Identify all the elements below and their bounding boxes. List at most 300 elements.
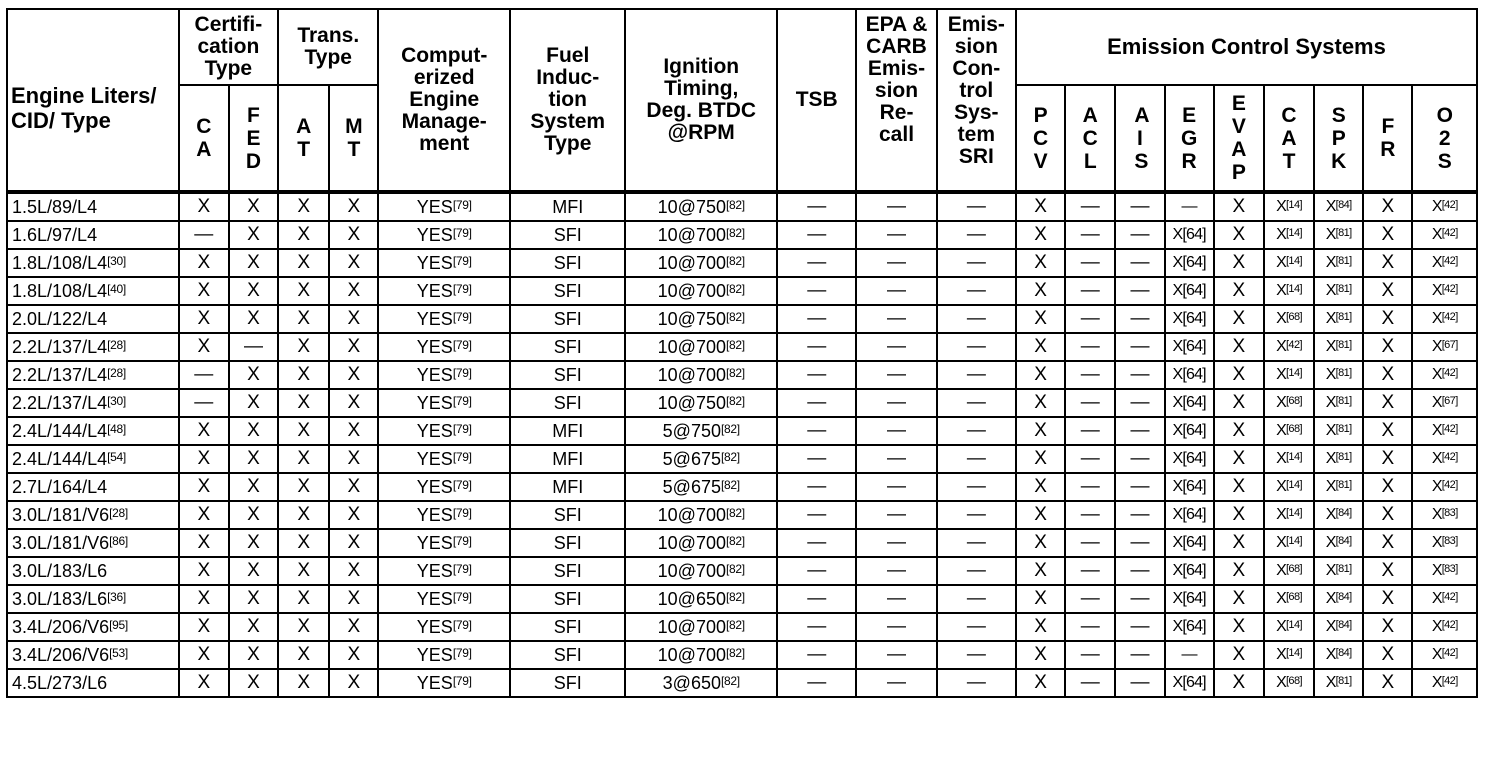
cell-fed xyxy=(229,333,278,361)
cell-value: SFI xyxy=(553,364,582,385)
cell-value: X xyxy=(297,588,310,609)
cell-mt xyxy=(329,669,378,697)
cell-value: X xyxy=(1431,282,1442,299)
engine-footnote: [30] xyxy=(107,253,126,268)
cell-value: 10@750 xyxy=(657,308,726,329)
cell-engine-management xyxy=(378,221,510,249)
cell-value: X xyxy=(247,224,260,245)
cell-value: X xyxy=(1431,450,1442,467)
cell-value: X xyxy=(347,532,361,553)
cell-at xyxy=(278,417,329,445)
cell-at xyxy=(278,389,329,417)
cell-value: — xyxy=(1130,532,1150,553)
cell-value: X xyxy=(1325,338,1336,355)
cell-ca xyxy=(179,669,229,697)
cell-footnote: [42] xyxy=(1441,675,1458,687)
cell-ca xyxy=(179,641,229,669)
cell-value: X xyxy=(1381,588,1395,609)
cell-footnote: [84] xyxy=(1335,647,1352,659)
cell-footnote: [14] xyxy=(1285,255,1302,267)
cell-value: X xyxy=(1381,420,1395,441)
cell-spk xyxy=(1314,529,1363,557)
table-row xyxy=(7,277,1477,305)
cell-fuel-induction xyxy=(510,501,625,529)
cell-engine xyxy=(7,221,179,249)
cell-value: YES xyxy=(416,252,453,273)
cell-footnote: [79] xyxy=(452,197,472,212)
cell-footnote: [82] xyxy=(725,225,745,240)
cell-mt xyxy=(329,417,378,445)
col-header-spk: S P K xyxy=(1314,85,1363,192)
cell-value: — xyxy=(1130,252,1150,273)
cell-footnote: [14] xyxy=(1285,535,1302,547)
cell-evap xyxy=(1214,277,1264,305)
cell-value: X xyxy=(1325,254,1336,271)
cell-evap xyxy=(1214,221,1264,249)
engine-label: 3.0L/181/V6 xyxy=(12,504,110,525)
cell-pcv xyxy=(1016,669,1065,697)
cell-value: YES xyxy=(416,588,453,609)
table-row xyxy=(7,445,1477,473)
cell-footnote: [82] xyxy=(720,673,740,688)
cell-footnote: [42] xyxy=(1441,423,1458,435)
cell-ca xyxy=(179,557,229,585)
cell-evap xyxy=(1214,445,1264,473)
cell-value: X xyxy=(1232,280,1246,301)
cell-footnote: [84] xyxy=(1335,199,1352,211)
cell-value: X xyxy=(347,336,361,357)
cell-cat xyxy=(1264,249,1314,277)
cell-fr xyxy=(1363,305,1412,333)
cell-footnote: [79] xyxy=(452,505,472,520)
cell-value: — xyxy=(807,588,827,609)
cell-pcv xyxy=(1016,641,1065,669)
cell-o2s xyxy=(1412,305,1477,333)
cell-o2s xyxy=(1412,641,1477,669)
cell-o2s xyxy=(1412,249,1477,277)
cell-value: X xyxy=(1034,532,1047,553)
cell-pcv xyxy=(1016,529,1065,557)
cell-footnote: [83] xyxy=(1441,563,1458,575)
cell-acl xyxy=(1065,669,1115,697)
cell-engine-management xyxy=(378,417,510,445)
cell-footnote: [42] xyxy=(1441,591,1458,603)
cell-ais xyxy=(1115,473,1164,501)
cell-emission-sri xyxy=(937,641,1016,669)
cell-fed xyxy=(229,361,278,389)
cell-value: X xyxy=(247,420,260,441)
cell-value: — xyxy=(1130,588,1150,609)
cell-value: X xyxy=(347,672,361,693)
table-body xyxy=(7,192,1477,697)
cell-ais xyxy=(1115,529,1164,557)
cell-footnote: [79] xyxy=(452,281,472,296)
cell-epa-recall xyxy=(856,445,936,473)
cell-footnote: [68] xyxy=(1285,423,1302,435)
cell-value: YES xyxy=(416,364,453,385)
cell-fed xyxy=(229,305,278,333)
table-row xyxy=(7,613,1477,641)
cell-value: — xyxy=(887,476,907,497)
cell-at xyxy=(278,669,329,697)
engine-footnote: [48] xyxy=(107,421,126,436)
cell-ignition-timing xyxy=(625,389,777,417)
cell-ignition-timing xyxy=(625,613,777,641)
cell-value: — xyxy=(807,448,827,469)
cell-pcv xyxy=(1016,333,1065,361)
cell-value: — xyxy=(807,476,827,497)
cell-value: X xyxy=(1034,364,1047,385)
cell-value: — xyxy=(807,672,827,693)
cell-value: X[64] xyxy=(1172,282,1206,299)
cell-footnote: [14] xyxy=(1285,367,1302,379)
cell-epa-recall xyxy=(856,417,936,445)
cell-engine-management xyxy=(378,585,510,613)
cell-value: X xyxy=(1034,280,1047,301)
cell-value: X xyxy=(1232,420,1246,441)
cell-ca xyxy=(179,249,229,277)
cell-fuel-induction xyxy=(510,249,625,277)
cell-value: X xyxy=(247,616,260,637)
col-header-fr: F R xyxy=(1363,85,1412,192)
cell-mt xyxy=(329,192,378,221)
cell-footnote: [79] xyxy=(452,533,472,548)
cell-value: X xyxy=(1381,308,1395,329)
cell-value: X xyxy=(1431,562,1442,579)
cell-value: X xyxy=(197,672,211,693)
cell-value: X xyxy=(247,280,260,301)
col-header-tsb: TSB xyxy=(777,9,856,192)
cell-pcv xyxy=(1016,192,1065,221)
cell-value: X xyxy=(1381,252,1395,273)
cell-o2s xyxy=(1412,192,1477,221)
cell-ais xyxy=(1115,557,1164,585)
cell-spk xyxy=(1314,221,1363,249)
cell-emission-sri xyxy=(937,445,1016,473)
cell-value: X xyxy=(1325,366,1336,383)
cell-fuel-induction xyxy=(510,192,625,221)
cell-value: — xyxy=(966,672,986,693)
table-row xyxy=(7,473,1477,501)
cell-ais xyxy=(1115,389,1164,417)
cell-value: X xyxy=(197,252,211,273)
cell-value: X xyxy=(1325,226,1336,243)
cell-pcv xyxy=(1016,249,1065,277)
cell-pcv xyxy=(1016,445,1065,473)
cell-value: X xyxy=(247,308,260,329)
col-header-emission-sri: Emis- sion Con- trol Sys- tem SRI xyxy=(937,9,1016,192)
cell-value: — xyxy=(887,280,907,301)
cell-at xyxy=(278,557,329,585)
cell-ignition-timing xyxy=(625,641,777,669)
table-row xyxy=(7,361,1477,389)
cell-engine-management xyxy=(378,389,510,417)
cell-fuel-induction xyxy=(510,305,625,333)
cell-fuel-induction xyxy=(510,221,625,249)
cell-value: X xyxy=(1276,282,1286,299)
cell-ca xyxy=(179,501,229,529)
cell-value: X xyxy=(297,252,310,273)
cell-value: — xyxy=(966,560,986,581)
cell-fed xyxy=(229,613,278,641)
cell-engine xyxy=(7,529,179,557)
cell-value: — xyxy=(807,504,827,525)
cell-value: — xyxy=(1080,560,1100,581)
cell-value: X xyxy=(347,308,361,329)
cell-epa-recall xyxy=(856,613,936,641)
cell-pcv xyxy=(1016,501,1065,529)
cell-value: 3@650 xyxy=(662,672,721,693)
col-header-at: A T xyxy=(278,85,329,192)
cell-engine-management xyxy=(378,529,510,557)
cell-value: — xyxy=(1080,504,1100,525)
cell-epa-recall xyxy=(856,277,936,305)
cell-value: X xyxy=(1232,364,1246,385)
cell-value: X xyxy=(1232,336,1246,357)
cell-value: — xyxy=(1130,308,1150,329)
cell-value: SFI xyxy=(553,252,582,273)
cell-footnote: [14] xyxy=(1285,647,1302,659)
cell-acl xyxy=(1065,221,1115,249)
cell-footnote: [67] xyxy=(1441,395,1458,407)
cell-value: — xyxy=(1181,198,1197,215)
cell-ignition-timing xyxy=(625,417,777,445)
cell-ca xyxy=(179,277,229,305)
cell-emission-sri xyxy=(937,585,1016,613)
engine-label: 3.0L/183/L6 xyxy=(12,588,108,609)
cell-emission-sri xyxy=(937,473,1016,501)
cell-value: X xyxy=(197,588,211,609)
cell-value: YES xyxy=(416,224,453,245)
cell-value: X xyxy=(1232,392,1246,413)
cell-engine xyxy=(7,361,179,389)
cell-fuel-induction xyxy=(510,277,625,305)
cell-tsb xyxy=(777,361,856,389)
cell-footnote: [14] xyxy=(1285,227,1302,239)
cell-tsb xyxy=(777,585,856,613)
cell-ais xyxy=(1115,417,1164,445)
cell-value: X[64] xyxy=(1172,450,1206,467)
cell-footnote: [68] xyxy=(1285,395,1302,407)
cell-spk xyxy=(1314,473,1363,501)
cell-value: — xyxy=(243,336,263,357)
cell-value: X xyxy=(247,476,260,497)
cell-at xyxy=(278,529,329,557)
cell-fuel-induction xyxy=(510,417,625,445)
cell-value: X xyxy=(1325,394,1336,411)
cell-value: X xyxy=(1325,282,1336,299)
engine-label: 2.0L/122/L4 xyxy=(12,308,108,329)
cell-value: X xyxy=(1381,448,1395,469)
cell-value: X xyxy=(247,532,260,553)
cell-pcv xyxy=(1016,221,1065,249)
cell-value: — xyxy=(807,224,827,245)
cell-ignition-timing xyxy=(625,529,777,557)
cell-value: X[64] xyxy=(1172,394,1206,411)
cell-value: X xyxy=(1034,336,1047,357)
cell-evap xyxy=(1214,501,1264,529)
col-header-engine: Engine Liters/ CID/ Type xyxy=(7,9,179,192)
cell-value: — xyxy=(966,196,986,217)
cell-value: — xyxy=(807,336,827,357)
cell-footnote: [79] xyxy=(452,589,472,604)
cell-fr xyxy=(1363,417,1412,445)
cell-footnote: [68] xyxy=(1285,591,1302,603)
cell-cat xyxy=(1264,221,1314,249)
cell-value: X xyxy=(197,196,211,217)
cell-cat xyxy=(1264,557,1314,585)
cell-value: X xyxy=(1431,646,1442,663)
engine-label: 2.4L/144/L4 xyxy=(12,448,108,469)
cell-acl xyxy=(1065,389,1115,417)
cell-egr xyxy=(1165,669,1214,697)
cell-evap xyxy=(1214,473,1264,501)
table-row xyxy=(7,249,1477,277)
cell-value: X xyxy=(1034,224,1047,245)
cell-evap xyxy=(1214,529,1264,557)
cell-value: SFI xyxy=(553,588,582,609)
cell-value: X xyxy=(1034,616,1047,637)
cell-value: — xyxy=(966,644,986,665)
cell-engine xyxy=(7,613,179,641)
cell-o2s xyxy=(1412,417,1477,445)
cell-engine-management xyxy=(378,277,510,305)
cell-engine xyxy=(7,333,179,361)
table-row xyxy=(7,585,1477,613)
cell-value: X xyxy=(1431,226,1442,243)
cell-at xyxy=(278,361,329,389)
cell-footnote: [82] xyxy=(720,477,740,492)
cell-value: X xyxy=(1232,252,1246,273)
cell-ignition-timing xyxy=(625,585,777,613)
cell-value: — xyxy=(1130,336,1150,357)
cell-value: — xyxy=(966,336,986,357)
cell-value: X xyxy=(1034,672,1047,693)
cell-value: X xyxy=(347,448,361,469)
cell-value: SFI xyxy=(553,672,582,693)
cell-egr xyxy=(1165,249,1214,277)
cell-footnote: [79] xyxy=(452,477,472,492)
cell-value: — xyxy=(966,308,986,329)
cell-at xyxy=(278,473,329,501)
cell-value: X[64] xyxy=(1172,338,1206,355)
cell-value: X xyxy=(1276,198,1286,215)
cell-ignition-timing xyxy=(625,333,777,361)
cell-epa-recall xyxy=(856,361,936,389)
cell-value: — xyxy=(1130,616,1150,637)
cell-footnote: [81] xyxy=(1335,423,1352,435)
cell-epa-recall xyxy=(856,305,936,333)
cell-value: X[64] xyxy=(1172,366,1206,383)
cell-o2s xyxy=(1412,473,1477,501)
cell-value: X xyxy=(297,672,310,693)
cell-emission-sri xyxy=(937,361,1016,389)
cell-value: SFI xyxy=(553,504,582,525)
cell-mt xyxy=(329,277,378,305)
cell-footnote: [68] xyxy=(1285,311,1302,323)
cell-value: X xyxy=(297,364,310,385)
cell-mt xyxy=(329,529,378,557)
engine-label: 1.8L/108/L4 xyxy=(12,252,108,273)
cell-footnote: [81] xyxy=(1335,311,1352,323)
cell-value: X xyxy=(197,336,211,357)
cell-acl xyxy=(1065,613,1115,641)
cell-acl xyxy=(1065,333,1115,361)
cell-footnote: [82] xyxy=(725,533,745,548)
engine-label: 2.2L/137/L4 xyxy=(12,364,108,385)
cell-value: X xyxy=(1431,198,1442,215)
cell-value: 5@675 xyxy=(662,476,721,497)
cell-tsb xyxy=(777,557,856,585)
cell-value: — xyxy=(887,448,907,469)
cell-footnote: [82] xyxy=(720,449,740,464)
cell-value: X xyxy=(347,280,361,301)
cell-emission-sri xyxy=(937,529,1016,557)
cell-fr xyxy=(1363,445,1412,473)
cell-footnote: [42] xyxy=(1441,619,1458,631)
cell-spk xyxy=(1314,361,1363,389)
cell-spk xyxy=(1314,277,1363,305)
cell-value: — xyxy=(966,224,986,245)
cell-o2s xyxy=(1412,557,1477,585)
cell-ais xyxy=(1115,641,1164,669)
cell-mt xyxy=(329,585,378,613)
cell-fr xyxy=(1363,585,1412,613)
cell-value: X xyxy=(247,252,260,273)
cell-tsb xyxy=(777,417,856,445)
cell-value: — xyxy=(887,560,907,581)
cell-epa-recall xyxy=(856,585,936,613)
cell-fuel-induction xyxy=(510,613,625,641)
cell-value: SFI xyxy=(553,644,582,665)
cell-value: X xyxy=(247,196,260,217)
cell-epa-recall xyxy=(856,669,936,697)
cell-tsb xyxy=(777,305,856,333)
cell-value: — xyxy=(1080,252,1100,273)
cell-value: X xyxy=(347,224,361,245)
cell-value: — xyxy=(807,280,827,301)
cell-footnote: [79] xyxy=(452,309,472,324)
cell-value: X xyxy=(197,616,211,637)
cell-footnote: [82] xyxy=(725,393,745,408)
cell-egr xyxy=(1165,389,1214,417)
cell-engine-management xyxy=(378,473,510,501)
cell-footnote: [42] xyxy=(1441,227,1458,239)
cell-egr xyxy=(1165,305,1214,333)
cell-cat xyxy=(1264,305,1314,333)
cell-at xyxy=(278,641,329,669)
cell-value: SFI xyxy=(553,308,582,329)
cell-footnote: [81] xyxy=(1335,339,1352,351)
cell-fr xyxy=(1363,333,1412,361)
cell-evap xyxy=(1214,361,1264,389)
cell-engine-management xyxy=(378,557,510,585)
cell-value: X xyxy=(1325,534,1336,551)
cell-value: YES xyxy=(416,336,453,357)
cell-value: X xyxy=(247,560,260,581)
cell-at xyxy=(278,305,329,333)
cell-footnote: [81] xyxy=(1335,255,1352,267)
cell-value: 5@675 xyxy=(662,448,721,469)
cell-footnote: [83] xyxy=(1441,507,1458,519)
cell-footnote: [79] xyxy=(452,365,472,380)
cell-ca xyxy=(179,585,229,613)
cell-footnote: [82] xyxy=(725,253,745,268)
cell-footnote: [82] xyxy=(725,645,745,660)
cell-value: X xyxy=(1276,506,1286,523)
cell-footnote: [81] xyxy=(1335,479,1352,491)
cell-fed xyxy=(229,641,278,669)
